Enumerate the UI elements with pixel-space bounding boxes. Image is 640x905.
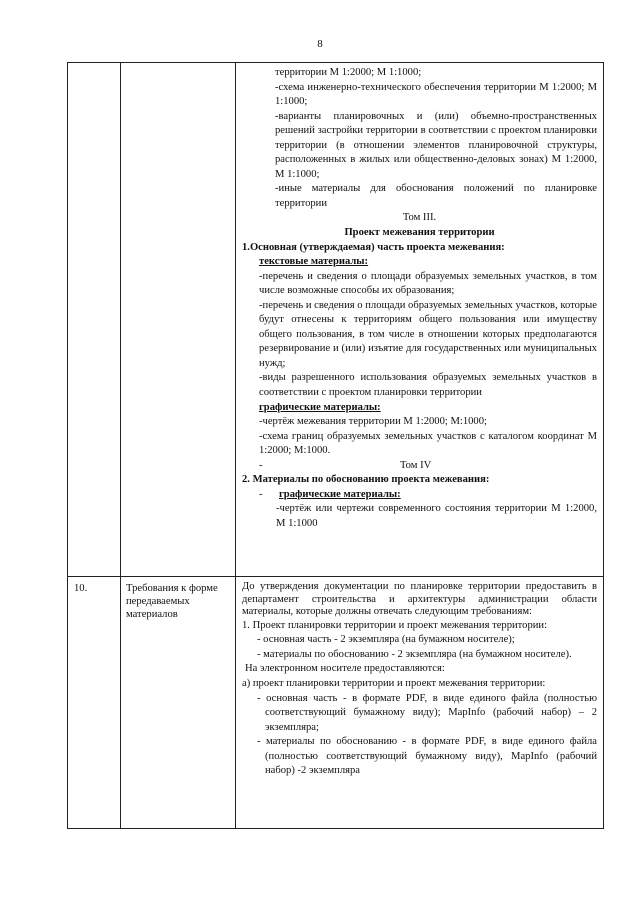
text-line: -варианты планировочных и (или) объемно-пространственных решений застройки территории в соответствии с проектом планировки территории (в отношении элементов планировочной структуры, расположенных в жилых или общественно-деловых зонах) М 1:2000, М 1:1000; [275, 110, 597, 180]
list-item: - основная часть - в формате PDF, в виде единого файла (полностью соответствующий бумажному виду); MapInfo (рабочий набор) – 2 экземпляра; [257, 692, 597, 733]
graphic-materials-heading-2: графические материалы: [279, 488, 401, 500]
text-line: -перечень и сведения о площади образуемых земельных участков, которые будут отнесены к территориям общего пользования или имуществу общего пользования, в том числе в отношении которых предполагаются резервирование и (или) изъятие для государственных или муниципальных нужд; [259, 299, 598, 369]
text-line: территории М 1:2000; М 1:1000; [275, 67, 422, 78]
text-line: -иные материалы для обоснования положений по планировке территории [275, 183, 597, 209]
number-cell: 10. [68, 577, 121, 829]
list-item: а) проект планировки территории и проект межевания территории: [242, 677, 546, 689]
text-line: -виды разрешенного использования образуемых земельных участков в соответствии с проектом планировки территории [259, 372, 597, 399]
content-cell [236, 577, 604, 829]
title-cell: Требования к форме передаваемых материалов [121, 577, 236, 829]
text-line: -чертёж или чертежи современного состояния территории М 1:2000, М 1:1000 [276, 503, 597, 529]
list-item: - материалы по обоснованию - 2 экземпляра (на бумажном носителе). [257, 648, 572, 660]
dash-marker: - [259, 459, 263, 471]
page-number: 8 [317, 38, 323, 50]
graphic-materials-heading: графические материалы: [259, 401, 381, 413]
text-line: -перечень и сведения о площади образуемых земельных участков, в том числе возможные способы их образования; [259, 270, 597, 297]
tom-3-title: Проект межевания территории [344, 227, 495, 239]
section-2-heading: 2. Материалы по обоснованию проекта межевания: [242, 474, 490, 486]
table-row [68, 577, 604, 829]
table-row [68, 63, 604, 577]
number-cell [68, 63, 121, 577]
requirements-table [67, 62, 604, 829]
list-item: - материалы по обоснованию - в формате PDF, в виде единого файла (полностью соответствующий бумажному виду), MapInfo (рабочий набор) -2 экземпляра [257, 736, 597, 777]
title-cell [121, 63, 236, 577]
tom-3-label: Том III. [402, 212, 437, 224]
text-line: -схема границ образуемых земельных участков с каталогом координат М 1:2000; М:1000. [259, 430, 597, 457]
content-cell [236, 63, 604, 577]
list-item: - основная часть - 2 экземпляра (на бумажном носителе); [257, 634, 515, 646]
section-1-heading: 1.Основная (утверждаемая) часть проекта межевания: [242, 241, 505, 253]
text-materials-heading: текстовые материалы: [259, 256, 369, 268]
text-line: -схема инженерно-технического обеспечения территории М 1:2000; М 1:1000; [275, 81, 597, 108]
text-line: -чертёж межевания территории М 1:2000; М:1000; [259, 416, 487, 428]
dash-marker: - [259, 488, 263, 500]
list-item: 1. Проект планировки территории и проект межевания территории: [242, 619, 548, 631]
tom-4-label: Том IV [400, 459, 432, 471]
electronic-heading: На электронном носителе предоставляются: [245, 663, 445, 675]
intro-text: До утверждения документации по планировке территории предоставить в департамент строительства и архитектуры администрации области материалы, которые должны отвечать следующим требованиям: [242, 581, 597, 618]
